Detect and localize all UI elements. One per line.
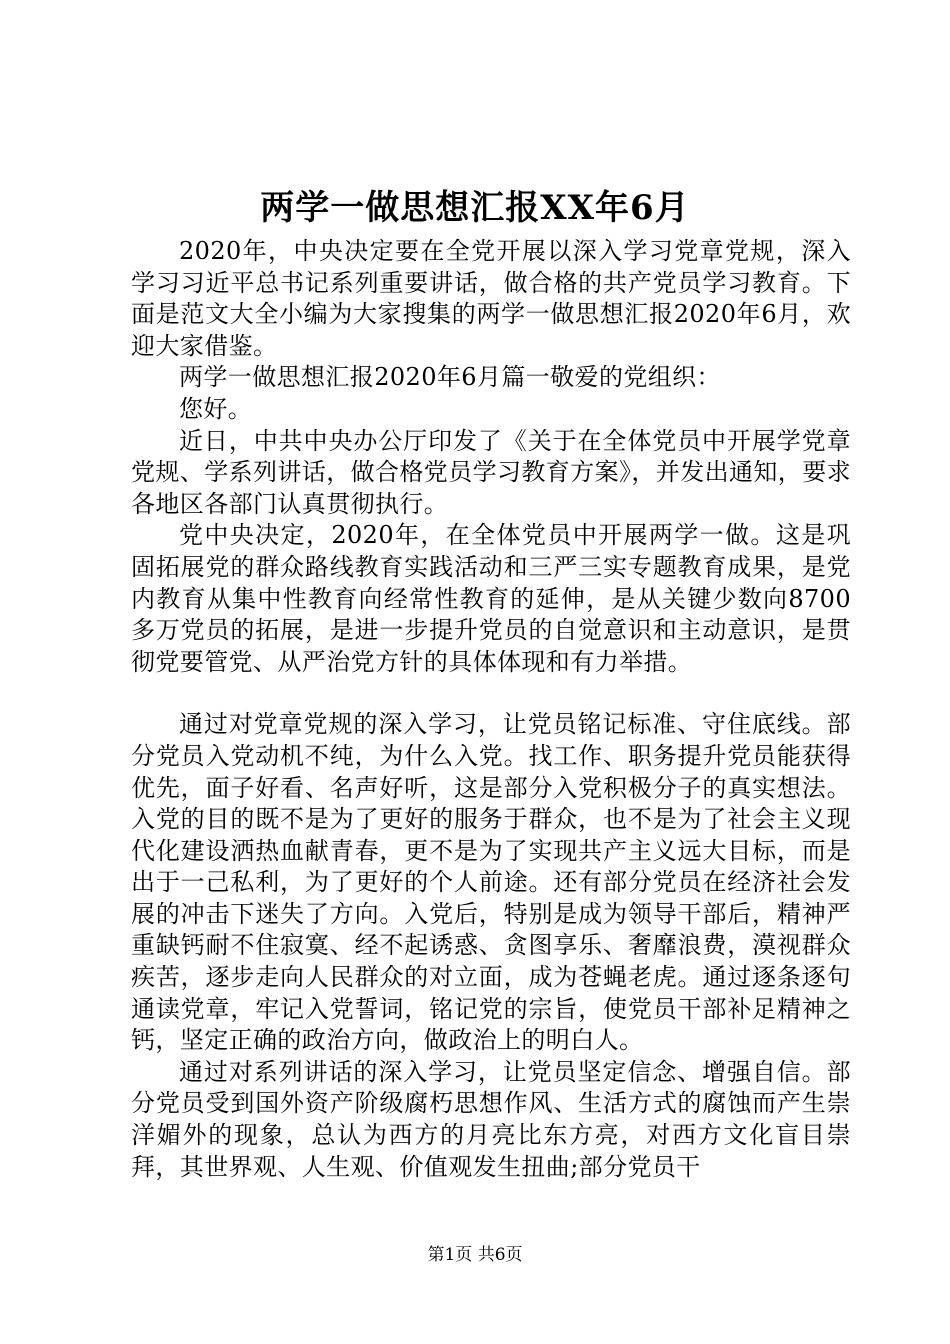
paragraph-report-heading: 两学一做思想汇报2020年6月篇一敬爱的党组织：	[179, 363, 721, 392]
document-title: 两学一做思想汇报XX年6月	[260, 188, 690, 228]
page-indicator: 第1页 共6页	[427, 1245, 523, 1265]
paragraph-notice: 近日，中共中央办公厅印发了《关于在全体党员中开展学党章党规、学系列讲话，做合格党员学习教育方案》，并发出通知，要求各地区各部门认真贯彻执行。	[131, 426, 851, 518]
paragraph-intro: 2020年，中央决定要在全党开展以深入学习党章党规，深入学习习近平总书记系列重要讲话，做合格的共产党员学习教育。下面是范文大全小编为大家搜集的两学一做思想汇报2020年6月，欢迎大家借鉴。	[131, 237, 851, 360]
paragraph-speeches-study: 通过对系列讲话的深入学习，让党员坚定信念、增强自信。部分党员受到国外资产阶级腐朽思想作风、生活方式的腐蚀而产生崇洋媚外的现象，总认为西方的月亮比东方亮，对西方文化盲目崇拜，其世界观、人生观、价值观发生扭曲;部分党员干	[131, 1057, 851, 1181]
paragraph-party-rules-study: 通过对党章党规的深入学习，让党员铭记标准、守住底线。部分党员入党动机不纯，为什么入党。找工作、职务提升党员能获得优先，面子好看、名声好听，这是部分入党积极分子的真实想法。入党的目的既不是为了更好的服务于群众，也不是为了社会主义现代化建设洒热血献青春，更不是为了实现共产主义远大目标，而是出于一己私利，为了更好的个人前途。还有部分党员在经济社会发展的冲击下迷失了方向。入党后，特别是成为领导干部后，精神严重缺钙耐不住寂寞、经不起诱惑、贪图享乐、奢靡浪费，漠视群众疾苦，逐步走向人民群众的对立面，成为苍蝇老虎。通过逐条逐句通读党章，牢记入党誓词，铭记党的宗旨，使党员干部补足精神之钙，坚定正确的政治方向，做政治上的明白人。	[131, 710, 851, 1055]
paragraph-decision: 党中央决定，2020年，在全体党员中开展两学一做。这是巩固拓展党的群众路线教育实践活动和三严三实专题教育成果，是党内教育从集中性教育向经常性教育的延伸，是从关键少数向8700多万党员的拓展，是进一步提升党员的自觉意识和主动意识，是贯彻党要管党、从严治党方针的具体体现和有力举措。	[131, 521, 851, 676]
paragraph-greeting: 您好。	[179, 394, 253, 423]
document-body	[131, 236, 851, 1183]
